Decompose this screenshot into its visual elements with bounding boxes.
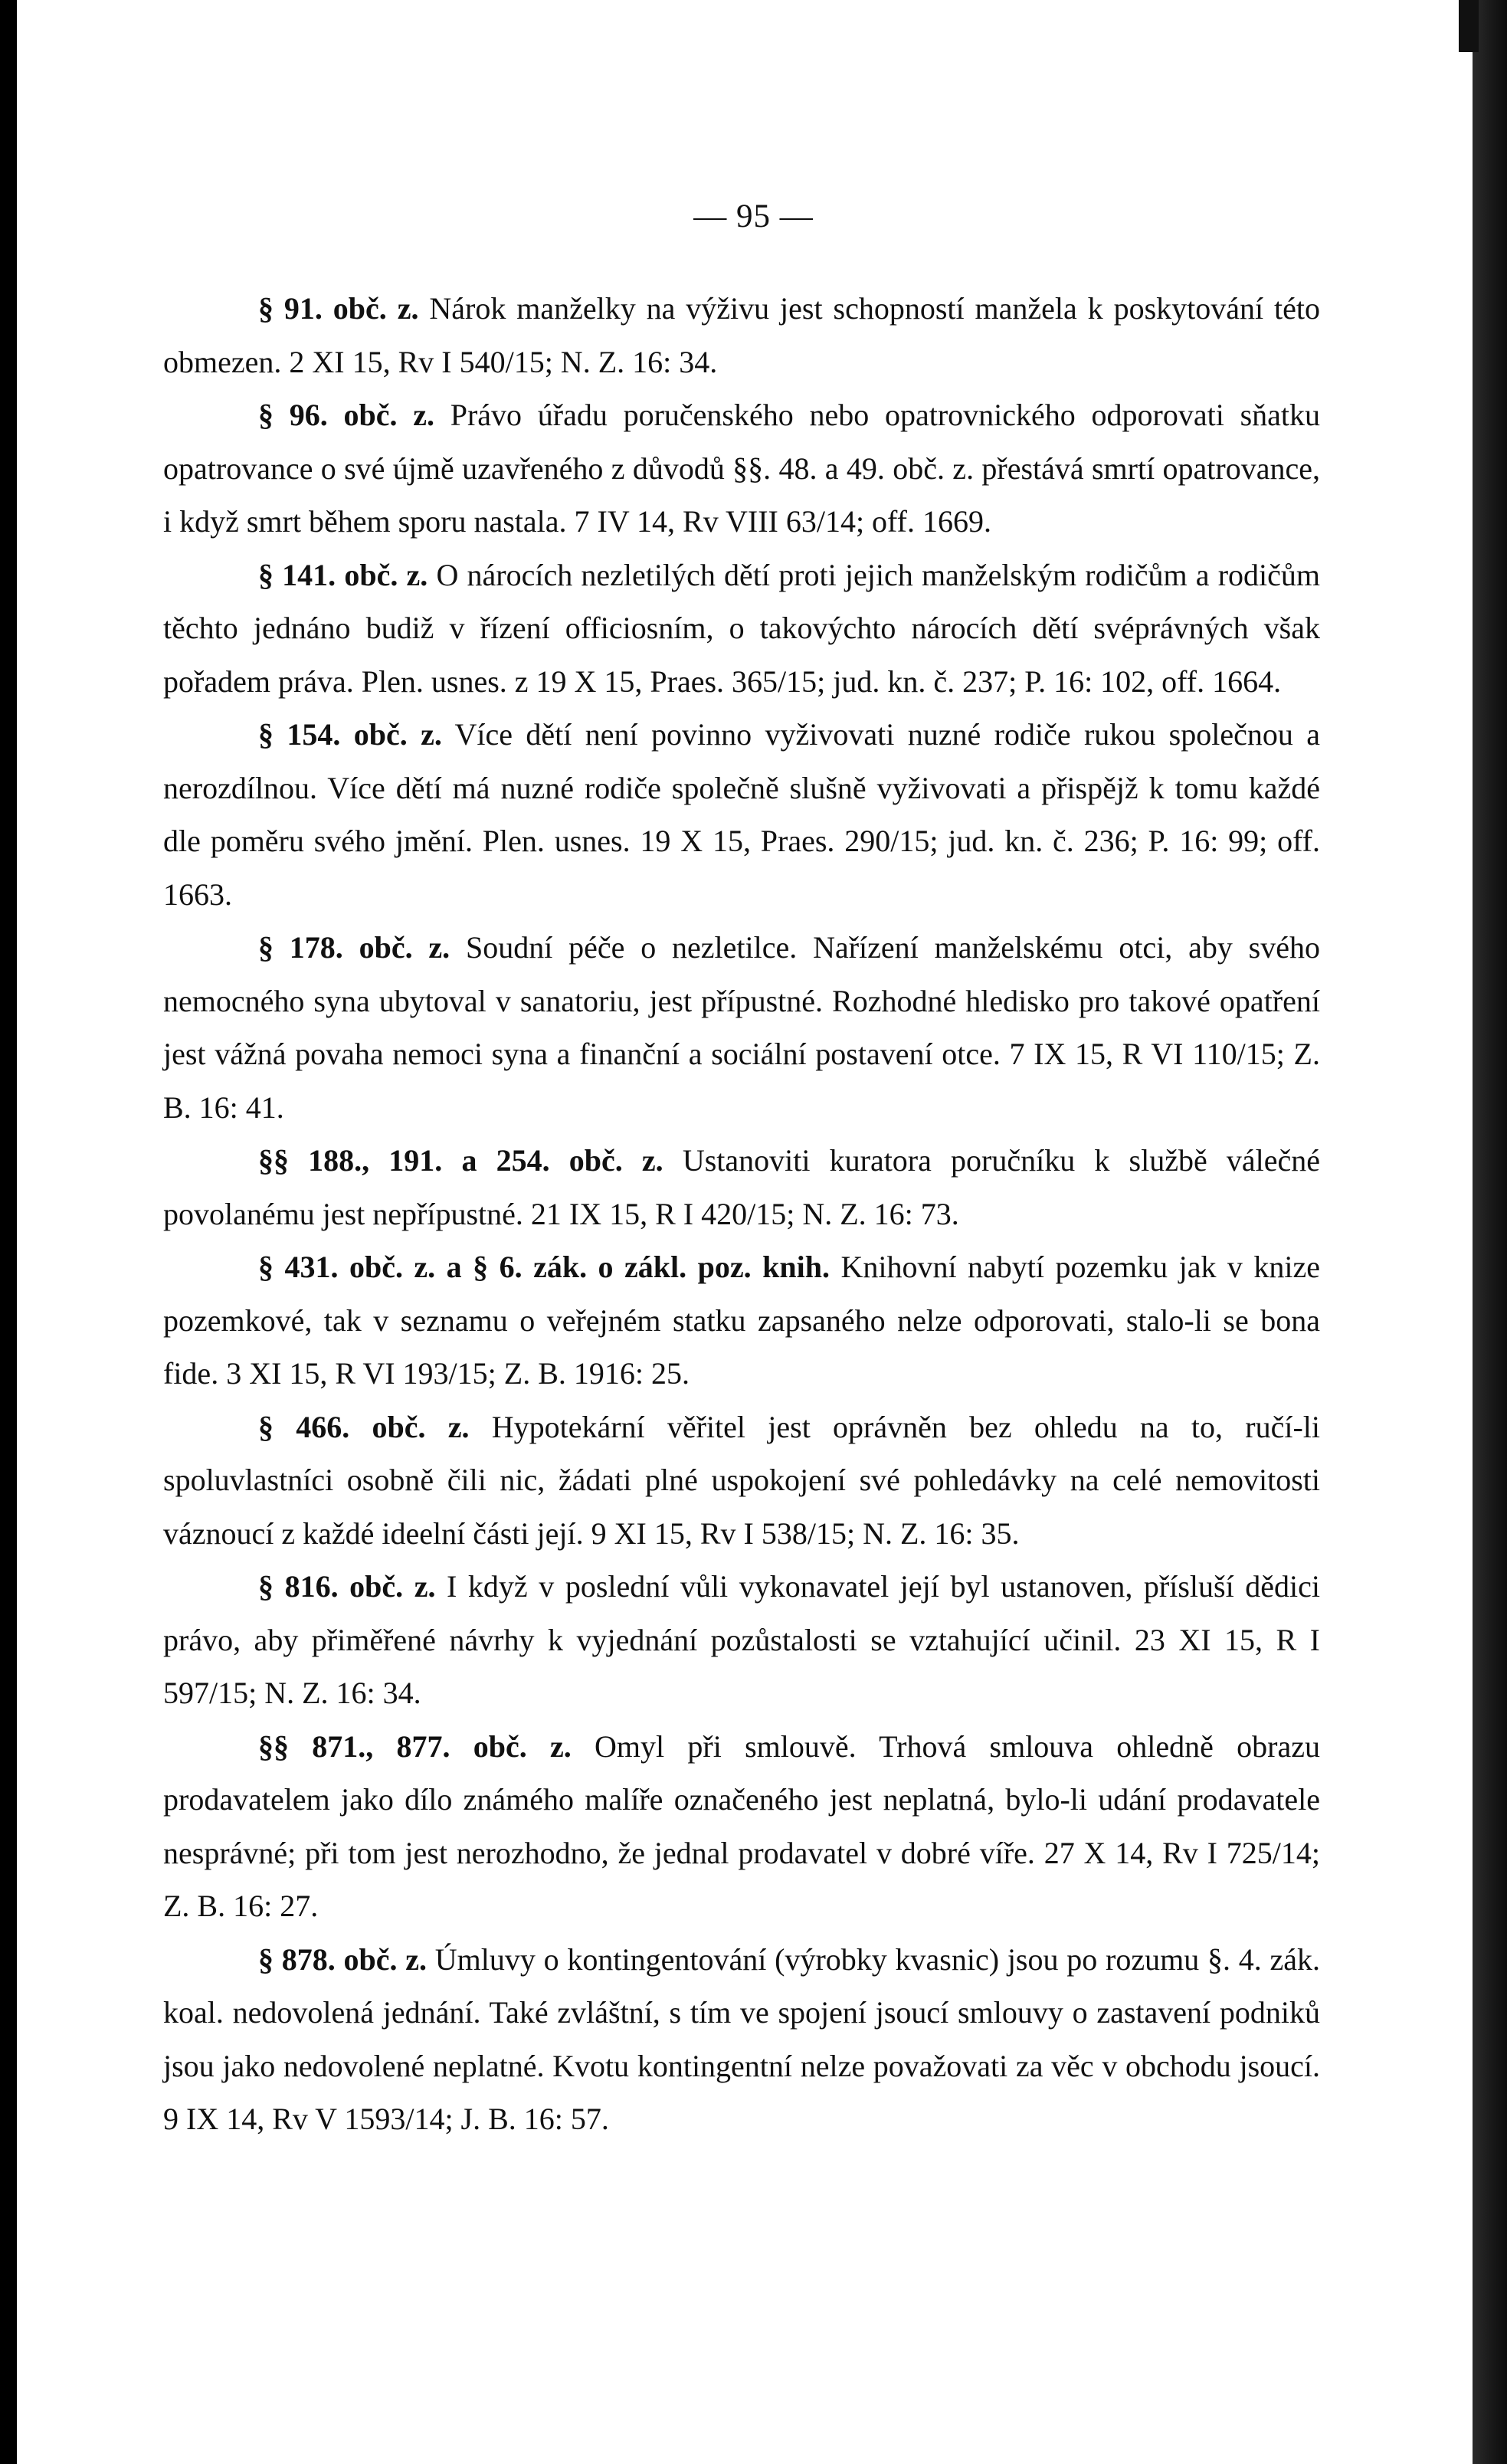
entry-ref: § 178. obč. z. — [258, 930, 450, 965]
entry-ref: §§ 871., 877. obč. z. — [258, 1728, 572, 1764]
page-number: — 95 — — [693, 198, 814, 234]
entry-ref: § 91. obč. z. — [258, 291, 419, 326]
entry-871 — [163, 1720, 1320, 1933]
entry-text: I když v poslední vůli vykonavatel její byl ustanoven, přísluší dědici právo, aby přiměřené návrhy k vyjednání pozůstalosti se vztahující učinil. 23 XI 15, R I 597/15; N. Z. 16: 34. — [163, 1569, 1320, 1710]
scan-corner-mark — [1459, 0, 1479, 52]
entry-text: Právo úřadu poručenského nebo opatrovnického odporovati sňatku opatrovance o své újmě uzavřeného z důvodů §§. 48. a 49. obč. z. přestává smrtí opatrovance, i když smrt během sporu nastala. 7 IV 14, Rv VIII 63/14; off. 1669. — [163, 398, 1321, 539]
entry-text: Ustanoviti kuratora poručníku k službě válečné povolanému jest nepřípustné. 21 IX 15, R I 420/15; N. Z. 16: 73. — [163, 1143, 1320, 1231]
document-body — [163, 282, 1320, 2146]
entry-ref: § 466. obč. z. — [258, 1409, 470, 1444]
entry-text: Nárok manželky na výživu jest schopností manžela k poskytování této obmezen. 2 XI 15, Rv I 540/15; N. Z. 16: 34. — [163, 291, 1320, 379]
entry-text: Knihovní nabytí pozemku jak v knize pozemkové, tak v seznamu o veřejném statku zapsaného nelze odporovati, stalo-li se bona fide. 3 XI 15, R VI 193/15; Z. B. 1916: 25. — [163, 1250, 1321, 1391]
entry-text: Omyl při smlouvě. Trhová smlouva ohledně obrazu prodavatelem jako dílo známého malíře označeného jest neplatná, bylo-li udání prodavatele nesprávné; při tom jest nerozhodno, že jednal prodavatel v dobré víře. 27 X 14, Rv I 725/14; Z. B. 16: 27. — [163, 1728, 1321, 1923]
entry-ref: §§ 188., 191. a 254. obč. z. — [258, 1143, 663, 1178]
entry-141 — [163, 549, 1320, 709]
entry-178 — [163, 921, 1320, 1134]
entry-91 — [163, 282, 1320, 388]
entry-878 — [163, 1933, 1320, 2146]
entry-466 — [163, 1401, 1320, 1561]
entry-ref: § 154. obč. z. — [258, 717, 442, 752]
entry-ref: § 431. obč. z. a § 6. zák. o zákl. poz. knih. — [258, 1250, 830, 1284]
entry-text: Soudní péče o nezletilce. Nařízení manželskému otci, aby svého nemocného syna ubytoval v sanatoriu, jest přípustné. Rozhodné hledisko pro takové opatření jest vážná povaha nemoci syna a finanční a sociální postavení otce. 7 IX 15, R VI 110/15; Z. B. 16: 41. — [163, 930, 1320, 1125]
entry-96 — [163, 388, 1320, 549]
entry-431 — [163, 1240, 1320, 1401]
entry-816 — [163, 1560, 1320, 1720]
entry-154 — [163, 708, 1320, 921]
entry-ref: § 816. obč. z. — [258, 1569, 436, 1604]
entry-text: Více dětí není povinno vyživovati nuzné rodiče rukou společnou a nerozdílnou. Více dětí má nuzné rodiče společně slušně vyživovati a přispějž k tomu každé dle poměru svého jmění. Plen. usnes. 19 X 15, Praes. 290/15; jud. kn. č. 236; P. 16: 99; off. 1663. — [163, 717, 1320, 912]
scan-edge — [1473, 0, 1507, 2464]
entry-188 — [163, 1134, 1320, 1240]
entry-ref: § 141. obč. z. — [258, 557, 428, 592]
entry-text: O nárocích nezletilých dětí proti jejich manželským rodičům a rodičům těchto jednáno budiž v řízení officiosním, o takovýchto nárocích dětí svéprávných však pořadem práva. Plen. usnes. z 19 X 15, Praes. 365/15; jud. kn. č. 237; P. 16: 102, off. 1664. — [163, 557, 1320, 699]
entry-ref: § 96. obč. z. — [258, 398, 434, 432]
entry-text: Úmluvy o kontingentování (výrobky kvasnic) jsou po rozumu §. 4. zák. koal. nedovolená jednání. Také zvláštní, s tím ve spojení jsoucí smlouvy o zastavení podniků jsou jako nedovolené neplatné. Kvotu kontingentní nelze považovati za věc v obchodu jsoucí. 9 IX 14, Rv V 1593/14; J. B. 16: 57. — [163, 1941, 1320, 2136]
entry-text: Hypotekární věřitel jest oprávněn bez ohledu na to, ručí-li spoluvlastníci osobně čili nic, žádati plné uspokojení své pohledávky na celé nemovitosti váznoucí z každé ideelní části její. 9 XI 15, Rv I 538/15; N. Z. 16: 35. — [163, 1409, 1320, 1551]
entry-ref: § 878. obč. z. — [258, 1941, 428, 1977]
